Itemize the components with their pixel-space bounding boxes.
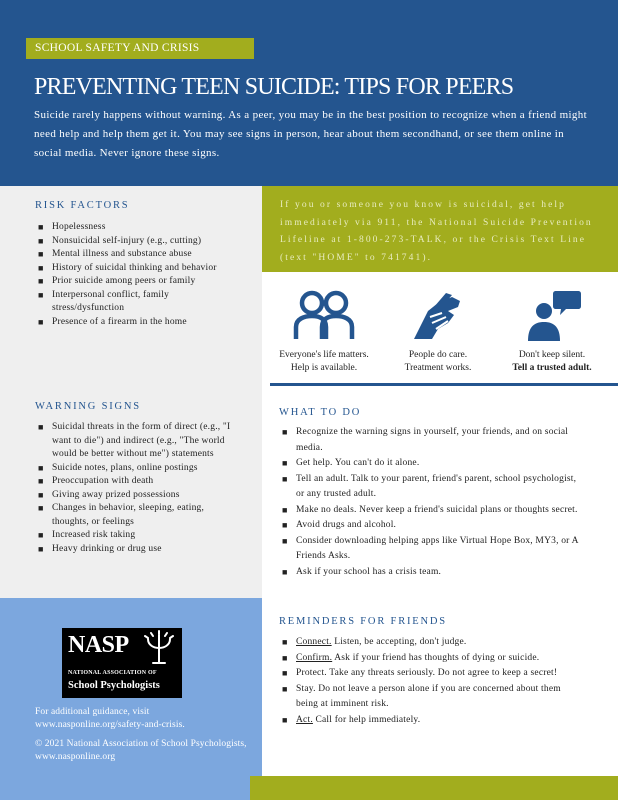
bullet-icon: ■ [282, 683, 288, 694]
list-item: ■ Get help. You can't do it alone. [280, 456, 585, 472]
icon-card-life-matters [268, 272, 380, 375]
list-item: ■ Ask if your school has a crisis team. [280, 565, 585, 581]
bullet-icon: ■ [38, 543, 44, 554]
guidance-text: For additional guidance, visit www.nasponline.org/safety-and-crisis. [35, 707, 185, 730]
bullet-icon: ■ [38, 503, 44, 513]
list-item: ■ Changes in behavior, sleeping, eating, thoughts, or feelings [38, 503, 205, 527]
copyright-text: © 2021 National Association of School Psychologists, www.nasponline.org [35, 739, 247, 762]
person-speech-icon [522, 289, 582, 341]
list-item: ■ Giving away prized possessions [36, 489, 241, 503]
logo-org-name: School Psychologists [68, 680, 160, 691]
bullet-icon: ■ [38, 462, 44, 473]
icon-caption-line1: People do care. [408, 350, 468, 360]
list-item: ■ Confirm. Ask if your friend has thoughts of dying or suicide. [280, 651, 585, 667]
bullet-icon: ■ [38, 476, 44, 486]
intro-paragraph: Suicide rarely happens without warning. As a peer, you may be in the best position to recognize when a friend might need help and help them get it. You may see signs in person, hear about them secondhand, or see them online in social media. Never ignore these signs. [34, 109, 588, 159]
handshake-icon [408, 289, 468, 341]
reminders-list [280, 635, 585, 728]
icon-caption-line2: Help is available. [290, 363, 358, 373]
crisis-callout-text: If you or someone you know is suicidal, get help immediately via 911, the National Suicide Prevention Lifeline at 1-800-273-TALK, or the Crisis Text Line (text "HOME" to 741741). [280, 200, 593, 263]
bullet-icon: ■ [38, 262, 44, 273]
bullet-icon: ■ [282, 458, 288, 468]
warning-signs-heading: WARNING SIGNS [35, 401, 141, 412]
list-item: ■ Nonsuicidal self-injury (e.g., cutting) [36, 235, 236, 249]
bullet-icon: ■ [282, 652, 288, 663]
bullet-icon: ■ [282, 520, 288, 530]
warning-signs-list [36, 421, 241, 556]
bullet-icon: ■ [38, 222, 44, 232]
bullet-icon: ■ [282, 504, 288, 515]
bullet-icon: ■ [282, 535, 288, 546]
list-item: ■ Suicidal threats in the form of direct (e.g., "I want to die") and indirect (e.g., "The world would be better without me") statements [38, 422, 231, 459]
list-item: ■ Make no deals. Never keep a friend's suicidal plans or thoughts secret. [280, 503, 585, 519]
nasp-logo [62, 628, 182, 698]
icon-row [262, 272, 618, 382]
section-label: SCHOOL SAFETY AND CRISIS [26, 38, 254, 59]
icon-card-tell-adult [496, 272, 608, 375]
list-item: ■ Avoid drugs and alcohol. [280, 518, 585, 534]
bullet-icon: ■ [38, 235, 44, 246]
list-item: ■ Connect. Listen, be accepting, don't judge. [280, 635, 585, 651]
list-item: ■ Protect. Take any threats seriously. Do not agree to keep a secret! [280, 666, 585, 682]
bullet-icon: ■ [38, 276, 44, 286]
icon-caption-line1: Everyone's life matters. [279, 350, 369, 360]
list-item: ■ Stay. Do not leave a person alone if you are concerned about them being at imminent risk. [282, 683, 561, 709]
risk-factors-list [36, 221, 236, 329]
list-item: ■ Act. Call for help immediately. [280, 713, 585, 729]
icon-caption-line1: Don't keep silent. [518, 350, 586, 360]
icon-card-people-care [382, 272, 494, 375]
list-item: ■ History of suicidal thinking and behavior [36, 262, 236, 276]
bullet-icon: ■ [282, 473, 288, 484]
page-title: PREVENTING TEEN SUICIDE: TIPS FOR PEERS [34, 74, 514, 100]
logo-wordmark: NASP [68, 632, 129, 658]
list-item: ■ Suicide notes, plans, online postings [36, 462, 241, 476]
bullet-icon: ■ [38, 289, 44, 300]
list-item: ■ Increased risk taking [36, 529, 241, 543]
list-item: ■ Interpersonal conflict, family stress/dysfunction [38, 289, 170, 313]
list-item: ■ Preoccupation with death [36, 475, 241, 489]
bullet-icon: ■ [38, 249, 44, 259]
bullet-icon: ■ [282, 714, 288, 725]
bullet-icon: ■ [38, 489, 44, 500]
icon-caption-line2: Treatment works. [404, 363, 472, 373]
footer-accent-bar [250, 776, 618, 800]
bullet-icon: ■ [282, 427, 288, 437]
bullet-icon: ■ [38, 316, 44, 327]
logo-subtitle: NATIONAL ASSOCIATION OF [68, 670, 157, 676]
list-item: ■ Recognize the warning signs in yourself, your friends, and on social media. [282, 427, 569, 453]
reminders-heading: REMINDERS FOR FRIENDS [279, 616, 447, 627]
what-to-do-heading: WHAT TO DO [279, 407, 362, 418]
list-item: ■ Mental illness and substance abuse [36, 248, 236, 262]
bullet-icon: ■ [38, 530, 44, 540]
bullet-icon: ■ [282, 637, 288, 647]
bullet-icon: ■ [38, 422, 44, 432]
list-item: ■ Presence of a firearm in the home [36, 316, 236, 330]
bullet-icon: ■ [282, 566, 288, 577]
risk-factors-heading: RISK FACTORS [35, 200, 130, 211]
list-item: ■ Prior suicide among peers or family [36, 275, 236, 289]
list-item: ■ Heavy drinking or drug use [36, 543, 241, 557]
psi-icon [140, 629, 178, 667]
section-divider [270, 383, 618, 386]
people-icon [292, 289, 356, 341]
list-item: ■ Hopelessness [36, 221, 236, 235]
icon-caption-line2: Tell a trusted adult. [512, 363, 592, 373]
what-to-do-list [280, 425, 585, 580]
list-item: ■ Tell an adult. Talk to your parent, friend's parent, school psychologist, or any trusted adult. [282, 473, 577, 499]
list-item: ■ Consider downloading helping apps like Virtual Hope Box, MY3, or A Friends Asks. [282, 535, 579, 561]
bullet-icon: ■ [282, 668, 288, 678]
